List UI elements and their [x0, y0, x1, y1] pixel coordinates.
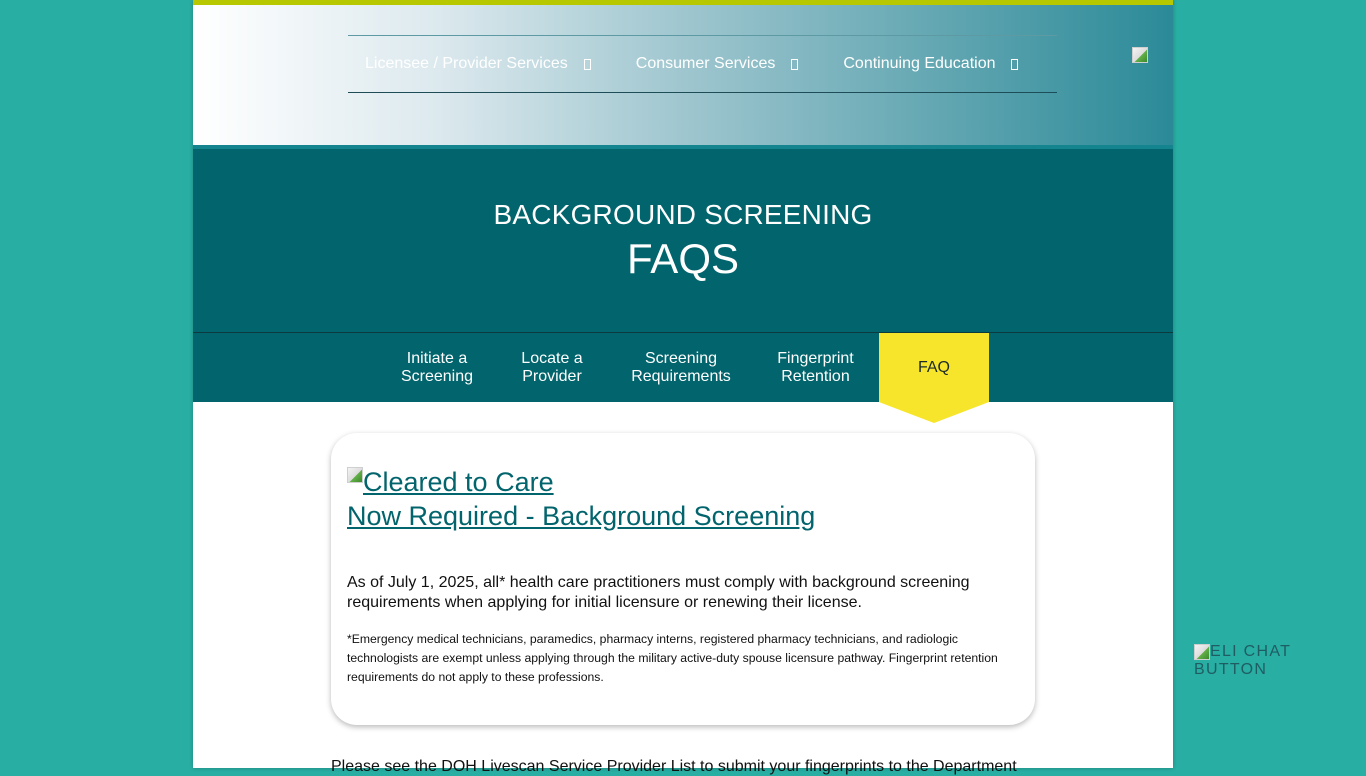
nav-consumer-services[interactable] [636, 55, 799, 73]
hero-banner [193, 149, 1173, 332]
site-header [193, 5, 1173, 145]
tab-label-line2: Screening [400, 367, 474, 385]
nav-label: Licensee / Provider Services [365, 55, 568, 72]
section-tabs [193, 332, 1173, 402]
page-title: FAQS [626, 235, 740, 282]
announcement-card [331, 433, 1035, 725]
nav-label: Continuing Education [843, 55, 996, 72]
tab-label: FAQ [917, 358, 950, 376]
broken-image-icon [347, 467, 363, 483]
tab-label-line2: Requirements [631, 367, 731, 385]
tab-label-line2: Provider [522, 367, 582, 385]
hero-subtitle: BACKGROUND SCREENING [493, 199, 873, 230]
body-paragraph: Please see the DOH Livescan Service Provider List to submit your fingerprints to the Department [331, 758, 1017, 775]
tab-label-line1: Initiate a [406, 349, 468, 367]
tab-initiate-screening[interactable] [380, 333, 494, 402]
chevron-down-icon[interactable] [1011, 59, 1018, 70]
tab-label-line2: Retention [781, 367, 850, 385]
page-container [193, 0, 1173, 775]
announcement-text: As of July 1, 2025, all* health care practitioners must comply with background screening requirements when applying for initial licensure or renewing their license. [347, 574, 970, 611]
cleared-to-care-link[interactable]: Cleared to Care [363, 467, 554, 497]
main-nav [348, 35, 1057, 93]
tab-locate-provider[interactable] [494, 333, 610, 402]
tab-label-line1: Locate a [521, 349, 583, 367]
chat-button[interactable] [1194, 643, 1304, 679]
chevron-down-icon[interactable] [791, 59, 798, 70]
announcement-footnote: *Emergency medical technicians, paramedics, pharmacy interns, registered pharmacy technicians, and radiologic technologists are exempt unless applying through the military active-duty spouse licensure pathway. Fingerprint retention requirements do not apply to these professions. [347, 632, 998, 684]
tab-screening-requirements[interactable] [610, 333, 752, 402]
now-required-link[interactable]: Now Required - Background Screening [347, 501, 816, 531]
chat-alt-text: ELI CHAT BUTTON [1194, 643, 1291, 678]
tab-fingerprint-retention[interactable] [752, 333, 879, 402]
tab-label-line1: Fingerprint [777, 349, 854, 367]
nav-continuing-education[interactable] [843, 55, 1018, 73]
chevron-down-icon[interactable] [584, 59, 591, 70]
nav-licensee-provider-services[interactable] [365, 55, 591, 73]
tab-label-line1: Screening [644, 349, 718, 367]
broken-image-icon[interactable] [1132, 47, 1148, 63]
nav-label: Consumer Services [635, 55, 776, 72]
broken-image-icon [1194, 644, 1210, 660]
tab-faq[interactable] [879, 333, 989, 402]
